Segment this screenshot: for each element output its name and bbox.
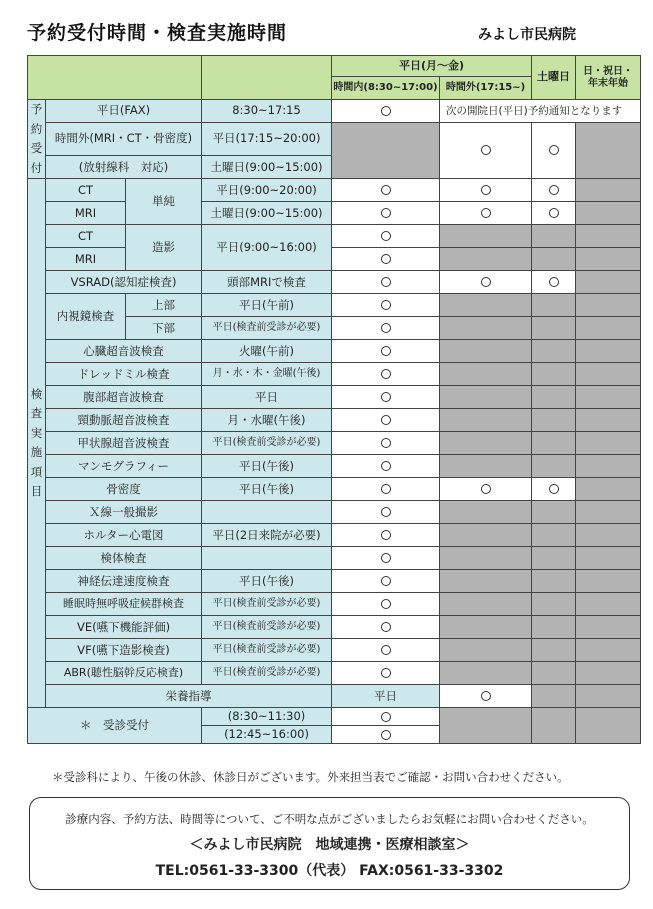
- exam-sleep-apnea-time: 平日(検査前受診が必要): [202, 593, 332, 616]
- mark-cell: [332, 547, 440, 570]
- header-holiday-line2: 年末年始: [588, 77, 629, 89]
- mark-cell: [332, 455, 440, 478]
- exam-vf-time: 平日(検査前受診が必要): [202, 639, 332, 662]
- gray-cell: [440, 524, 532, 547]
- gray-cell: [440, 317, 532, 340]
- gray-cell: [576, 455, 641, 478]
- exam-abr: ABR(聴性脳幹反応検査): [46, 662, 202, 685]
- mark-cell: [332, 271, 440, 294]
- header-holiday: [576, 56, 641, 100]
- gray-cell: [576, 179, 641, 202]
- gray-cell: [440, 455, 532, 478]
- reception-after-time-1: 平日(17:15~20:00): [202, 123, 332, 156]
- gray-cell: [576, 501, 641, 524]
- exam-abdominal-echo-time: 平日: [202, 386, 332, 409]
- circle-mark-icon: [481, 145, 491, 155]
- mark-cell: [332, 225, 440, 248]
- circle-mark-icon: [381, 438, 391, 448]
- gray-cell: [576, 248, 641, 271]
- circle-mark-icon: [549, 145, 559, 155]
- circle-mark-icon: [381, 484, 391, 494]
- exam-simple-time-1: 平日(9:00~20:00): [202, 179, 332, 202]
- gray-cell: [576, 524, 641, 547]
- mark-cell: [532, 478, 576, 501]
- circle-mark-icon: [381, 553, 391, 563]
- exam-treadmill: ドレッドミル検査: [46, 363, 202, 386]
- contact-department: ＜みよし市民病院 地域連携・医療相談室＞: [189, 837, 470, 853]
- gray-cell: [532, 570, 576, 593]
- exam-holter: ホルター心電図: [46, 524, 202, 547]
- exam-bone-density-time: 平日(午後): [202, 478, 332, 501]
- circle-mark-icon: [381, 323, 391, 333]
- gray-cell: [532, 225, 576, 248]
- mark-cell: [332, 409, 440, 432]
- circle-mark-icon: [381, 415, 391, 425]
- gray-cell: [532, 432, 576, 455]
- exam-treadmill-time: 月・水・木・金曜(午後): [202, 363, 332, 386]
- mark-cell: [440, 685, 532, 708]
- gray-cell: [576, 363, 641, 386]
- mark-cell: [332, 294, 440, 317]
- gray-cell: [576, 639, 641, 662]
- gray-cell: [440, 501, 532, 524]
- gray-cell: [576, 317, 641, 340]
- mark-cell: [332, 317, 440, 340]
- gray-cell: [532, 317, 576, 340]
- reception-after-label-2: (放射線科 対応): [46, 156, 202, 179]
- exam-bone-density: 骨密度: [46, 478, 202, 501]
- gray-cell: [532, 294, 576, 317]
- gray-cell: [576, 547, 641, 570]
- gray-cell: [440, 570, 532, 593]
- circle-mark-icon: [549, 185, 559, 195]
- gray-cell: [440, 248, 532, 271]
- exam-abr-time: 平日(検査前受診が必要): [202, 662, 332, 685]
- exam-mammography-time: 平日(午後): [202, 455, 332, 478]
- contact-phone-fax: TEL:0561-33-3300（代表） FAX:0561-33-3302: [155, 863, 504, 879]
- mark-cell: [532, 202, 576, 225]
- reception-group-label: 予 約 受 付: [28, 100, 46, 179]
- header-in-hours: 時間内(8:30~17:00): [332, 77, 440, 100]
- circle-mark-icon: [381, 231, 391, 241]
- exam-carotid-echo-time: 月・水曜(午後): [202, 409, 332, 432]
- gray-cell: [576, 340, 641, 363]
- exam-xray: Ｘ線一般撮影: [46, 501, 202, 524]
- gray-cell: [532, 685, 576, 708]
- circle-mark-icon: [381, 277, 391, 287]
- gray-cell: [532, 708, 576, 744]
- gray-cell: [440, 662, 532, 685]
- circle-mark-icon: [381, 668, 391, 678]
- gray-cell: [576, 570, 641, 593]
- gray-cell: [576, 409, 641, 432]
- mark-cell: [332, 593, 440, 616]
- hospital-name: みよし市民病院: [478, 27, 576, 43]
- circle-mark-icon: [381, 392, 391, 402]
- mark-cell: [332, 340, 440, 363]
- gray-cell: [332, 123, 440, 179]
- gray-cell: [532, 386, 576, 409]
- mark-cell: [332, 202, 440, 225]
- exam-endo-upper-time: 平日(午前): [202, 294, 332, 317]
- gray-cell: [532, 340, 576, 363]
- circle-mark-icon: [381, 530, 391, 540]
- consult-time-2: (12:45~16:00): [202, 726, 332, 744]
- gray-cell: [440, 294, 532, 317]
- exam-thyroid-echo-time: 平日(検査前受診が必要): [202, 432, 332, 455]
- mark-cell: [332, 432, 440, 455]
- gray-cell: [576, 123, 641, 179]
- header-time-blank: [202, 56, 332, 100]
- gray-cell: [440, 593, 532, 616]
- gray-cell: [532, 248, 576, 271]
- gray-cell: [576, 294, 641, 317]
- gray-cell: [532, 455, 576, 478]
- mark-cell: [332, 639, 440, 662]
- circle-mark-icon: [381, 369, 391, 379]
- exam-ve: VE(嚥下機能評価): [46, 616, 202, 639]
- circle-mark-icon: [381, 712, 391, 722]
- nutrition-time: 平日: [332, 685, 440, 708]
- reception-fax-label: 平日(FAX): [46, 100, 202, 123]
- exam-vf: VF(嚥下造影検査): [46, 639, 202, 662]
- mark-cell: [332, 726, 440, 744]
- exam-specimen-time: [202, 547, 332, 570]
- mark-cell: [332, 708, 440, 726]
- circle-mark-icon: [381, 185, 391, 195]
- gray-cell: [576, 593, 641, 616]
- mark-cell: [332, 363, 440, 386]
- gray-cell: [532, 662, 576, 685]
- reception-after-label-1: 時間外(MRI・CT・骨密度): [46, 123, 202, 156]
- mark-cell: [332, 524, 440, 547]
- exam-contrast-label: 造影: [126, 225, 202, 271]
- gray-cell: [576, 708, 641, 744]
- exam-sleep-apnea: 睡眠時無呼吸症候群検査: [46, 593, 202, 616]
- mark-cell: [332, 501, 440, 524]
- gray-cell: [576, 662, 641, 685]
- exam-mri-contrast: MRI: [46, 248, 126, 271]
- gray-cell: [576, 202, 641, 225]
- circle-mark-icon: [381, 346, 391, 356]
- contact-box: [29, 797, 630, 890]
- gray-cell: [576, 685, 641, 708]
- exam-group-label: 検 査 実 施 項 目: [28, 179, 46, 708]
- circle-mark-icon: [381, 599, 391, 609]
- gray-cell: [440, 639, 532, 662]
- circle-mark-icon: [481, 208, 491, 218]
- circle-mark-icon: [481, 484, 491, 494]
- exam-ct-contrast: CT: [46, 225, 126, 248]
- circle-mark-icon: [381, 106, 391, 116]
- header-weekday: 平日(月～金): [332, 56, 532, 77]
- mark-cell: [332, 100, 440, 123]
- mark-cell: [532, 123, 576, 179]
- consult-time-1: (8:30~11:30): [202, 708, 332, 726]
- mark-cell: [332, 616, 440, 639]
- gray-cell: [440, 616, 532, 639]
- gray-cell: [532, 547, 576, 570]
- gray-cell: [576, 616, 641, 639]
- gray-cell: [576, 386, 641, 409]
- circle-mark-icon: [549, 277, 559, 287]
- mark-cell: [440, 123, 532, 179]
- gray-cell: [440, 386, 532, 409]
- gray-cell: [532, 593, 576, 616]
- header-after-hours: 時間外(17:15~): [440, 77, 532, 100]
- exam-simple-time-2: 土曜日(9:00~15:00): [202, 202, 332, 225]
- circle-mark-icon: [381, 208, 391, 218]
- circle-mark-icon: [381, 576, 391, 586]
- gray-cell: [440, 340, 532, 363]
- header-blank-cell: [28, 56, 202, 100]
- reception-after-time-2: 土曜日(9:00~15:00): [202, 156, 332, 179]
- exam-vsrad: VSRAD(認知症検査): [46, 271, 202, 294]
- mark-cell: [440, 478, 532, 501]
- circle-mark-icon: [381, 507, 391, 517]
- exam-endo-lower: 下部: [126, 317, 202, 340]
- exam-ve-time: 平日(検査前受診が必要): [202, 616, 332, 639]
- exam-endo-lower-time: 平日(検査前受診が必要): [202, 317, 332, 340]
- exam-xray-time: [202, 501, 332, 524]
- gray-cell: [576, 225, 641, 248]
- circle-mark-icon: [481, 185, 491, 195]
- mark-cell: [332, 478, 440, 501]
- circle-mark-icon: [381, 300, 391, 310]
- gray-cell: [440, 225, 532, 248]
- mark-cell: [440, 271, 532, 294]
- header-saturday: 土曜日: [532, 56, 576, 100]
- exam-endo-upper: 上部: [126, 294, 202, 317]
- exam-ct-simple: CT: [46, 179, 126, 202]
- contact-line-1: 診療内容、予約方法、時間等について、ご不明な点がございましたらお気軽にお問い合わせください。: [65, 812, 594, 826]
- circle-mark-icon: [381, 730, 391, 740]
- consult-label: ＊ 受診受付: [28, 708, 202, 744]
- reception-fax-time: 8:30~17:15: [202, 100, 332, 123]
- exam-carotid-echo: 頸動脈超音波検査: [46, 409, 202, 432]
- circle-mark-icon: [381, 622, 391, 632]
- gray-cell: [532, 363, 576, 386]
- footnote: ＊受診科により、午後の休診、休診日がございます。外来担当表でご確認・お問い合わせください。: [52, 770, 569, 784]
- mark-cell: [332, 570, 440, 593]
- mark-cell: [532, 271, 576, 294]
- exam-cardiac-echo: 心臓超音波検査: [46, 340, 202, 363]
- mark-cell: [332, 248, 440, 271]
- exam-endoscopy: 内視鏡検査: [46, 294, 126, 340]
- circle-mark-icon: [381, 254, 391, 264]
- page-title: 予約受付時間・検査実施時間: [27, 22, 288, 44]
- circle-mark-icon: [481, 277, 491, 287]
- circle-mark-icon: [549, 484, 559, 494]
- gray-cell: [532, 409, 576, 432]
- circle-mark-icon: [549, 208, 559, 218]
- exam-vsrad-time: 頭部MRIで検査: [202, 271, 332, 294]
- gray-cell: [532, 501, 576, 524]
- mark-cell: [532, 179, 576, 202]
- gray-cell: [576, 432, 641, 455]
- circle-mark-icon: [481, 691, 491, 701]
- nutrition-label: 栄養指導: [46, 685, 332, 708]
- gray-cell: [440, 432, 532, 455]
- exam-cardiac-echo-time: 火曜(午前): [202, 340, 332, 363]
- exam-mri-simple: MRI: [46, 202, 126, 225]
- gray-cell: [440, 708, 532, 744]
- gray-cell: [440, 363, 532, 386]
- mark-cell: [332, 662, 440, 685]
- exam-simple-label: 単純: [126, 179, 202, 225]
- mark-cell: [332, 179, 440, 202]
- gray-cell: [532, 524, 576, 547]
- gray-cell: [576, 478, 641, 501]
- gray-cell: [532, 616, 576, 639]
- exam-specimen: 検体検査: [46, 547, 202, 570]
- exam-nerve-conduction: 神経伝達速度検査: [46, 570, 202, 593]
- gray-cell: [532, 639, 576, 662]
- mark-cell: [440, 179, 532, 202]
- exam-thyroid-echo: 甲状腺超音波検査: [46, 432, 202, 455]
- exam-nerve-conduction-time: 平日(午後): [202, 570, 332, 593]
- exam-abdominal-echo: 腹部超音波検査: [46, 386, 202, 409]
- schedule-table: [27, 55, 641, 744]
- gray-cell: [576, 271, 641, 294]
- reception-fax-note: 次の開院日(平日)予約通知となります: [440, 100, 641, 123]
- exam-holter-time: 平日(2日来院が必要): [202, 524, 332, 547]
- circle-mark-icon: [381, 645, 391, 655]
- circle-mark-icon: [381, 461, 391, 471]
- mark-cell: [332, 386, 440, 409]
- gray-cell: [440, 547, 532, 570]
- gray-cell: [440, 409, 532, 432]
- mark-cell: [440, 202, 532, 225]
- header-holiday-line1: 日・祝日・: [583, 66, 634, 77]
- exam-contrast-time: 平日(9:00~16:00): [202, 225, 332, 271]
- exam-mammography: マンモグラフィー: [46, 455, 202, 478]
